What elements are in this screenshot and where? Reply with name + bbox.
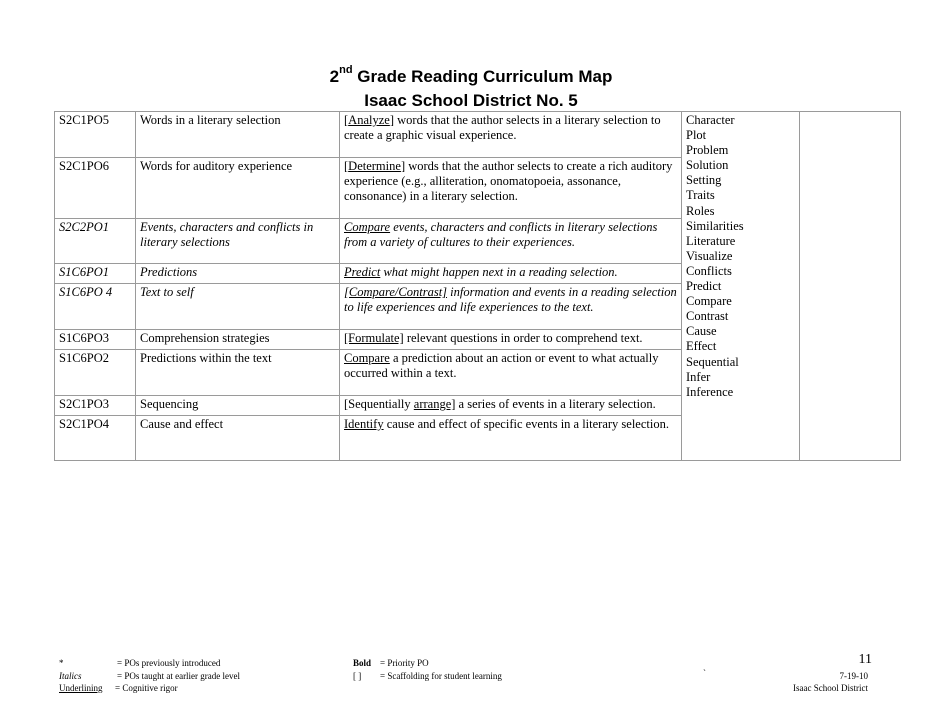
po-code: S1C6PO 4 [55, 284, 136, 330]
vocab-word: Predict [686, 279, 722, 294]
po-code: S1C6PO3 [55, 330, 136, 350]
vocabulary-list [682, 112, 800, 461]
po-description: [Sequentially arrange] a series of events in a literary selection. [340, 396, 682, 416]
po-code: S2C1PO3 [55, 396, 136, 416]
legend-brackets-desc: = Scaffolding for student learning [380, 671, 502, 681]
vocab-word: Visualize [686, 248, 733, 263]
po-description: [Analyze] words that the author selects in a literary selection to create a graphic visual experience. [340, 112, 682, 158]
po-concept: Predictions [136, 264, 340, 284]
vocab-word: Contrast [686, 309, 729, 324]
po-concept: Sequencing [136, 396, 340, 416]
po-description: Predict what might happen next in a reading selection. [340, 264, 682, 284]
stray-mark: ` [703, 668, 706, 678]
footer-district: Isaac School District [793, 683, 868, 693]
legend-asterisk-key: * [59, 658, 64, 668]
legend-brackets-key: [ ] [353, 671, 362, 681]
legend-italics-key: Italics [59, 671, 82, 681]
po-code: S1C6PO1 [55, 264, 136, 284]
vocab-word: Inference [686, 384, 734, 399]
vocab-word: Cause [686, 324, 717, 339]
po-concept: Words for auditory experience [136, 158, 340, 219]
vocab-word: Conflicts [686, 263, 732, 278]
po-code: S2C1PO4 [55, 416, 136, 461]
legend-italics-desc: = POs taught at earlier grade level [117, 671, 241, 681]
po-concept: Events, characters and conflicts in literary selections [136, 219, 340, 264]
po-description: Identify cause and effect of specific events in a literary selection. [340, 416, 682, 461]
po-description: Compare a prediction about an action or event to what actually occurred within a text. [340, 350, 682, 396]
po-code: S1C6PO2 [55, 350, 136, 396]
vocab-word: Problem [686, 143, 729, 158]
po-concept: Text to self [136, 284, 340, 330]
legend-asterisk-desc: = POs previously introduced [117, 658, 221, 668]
po-description: [Determine] words that the author selects to create a rich auditory experience (e.g., alliteration, onomatopoeia, assonance, consonance) in a literary selection. [340, 158, 682, 219]
footer-date: 7-19-10 [839, 671, 868, 681]
po-concept: Cause and effect [136, 416, 340, 461]
vocab-word: Literature [686, 233, 736, 248]
legend-underlining-desc: = Cognitive rigor [115, 683, 178, 693]
po-description: Compare events, characters and conflicts in literary selections from a variety of cultures to their experiences. [340, 219, 682, 264]
vocab-word: Roles [686, 203, 715, 218]
po-code: S2C1PO6 [55, 158, 136, 219]
legend-underlining-key: Underlining [59, 683, 103, 693]
vocab-word: Similarities [686, 218, 744, 233]
page-number: 11 [858, 652, 872, 667]
table-row [55, 112, 901, 158]
vocab-word: Plot [686, 128, 707, 143]
legend-bold-desc: = Priority PO [380, 658, 429, 668]
legend-bold-key: Bold [353, 658, 372, 668]
vocab-word: Compare [686, 294, 732, 309]
vocab-word: Effect [686, 339, 717, 354]
page-title: 2nd Grade Reading Curriculum Map [329, 64, 613, 86]
vocab-word: Setting [686, 173, 722, 188]
po-concept: Comprehension strategies [136, 330, 340, 350]
po-concept: Predictions within the text [136, 350, 340, 396]
po-concept: Words in a literary selection [136, 112, 340, 158]
vocab-word: Sequential [686, 354, 739, 369]
vocab-word: Traits [686, 188, 715, 203]
po-code: S2C1PO5 [55, 112, 136, 158]
po-code: S2C2PO1 [55, 219, 136, 264]
po-description: [Formulate] relevant questions in order to comprehend text. [340, 330, 682, 350]
empty-column [800, 112, 901, 461]
vocab-word: Infer [686, 369, 711, 384]
po-description: [Compare/Contrast] information and events in a reading selection to life experiences and life experiences to the text. [340, 284, 682, 330]
vocab-word: Character [686, 113, 735, 127]
vocab-word: Solution [686, 158, 729, 173]
curriculum-table [54, 111, 901, 461]
district-subtitle: Isaac School District No. 5 [364, 91, 578, 110]
